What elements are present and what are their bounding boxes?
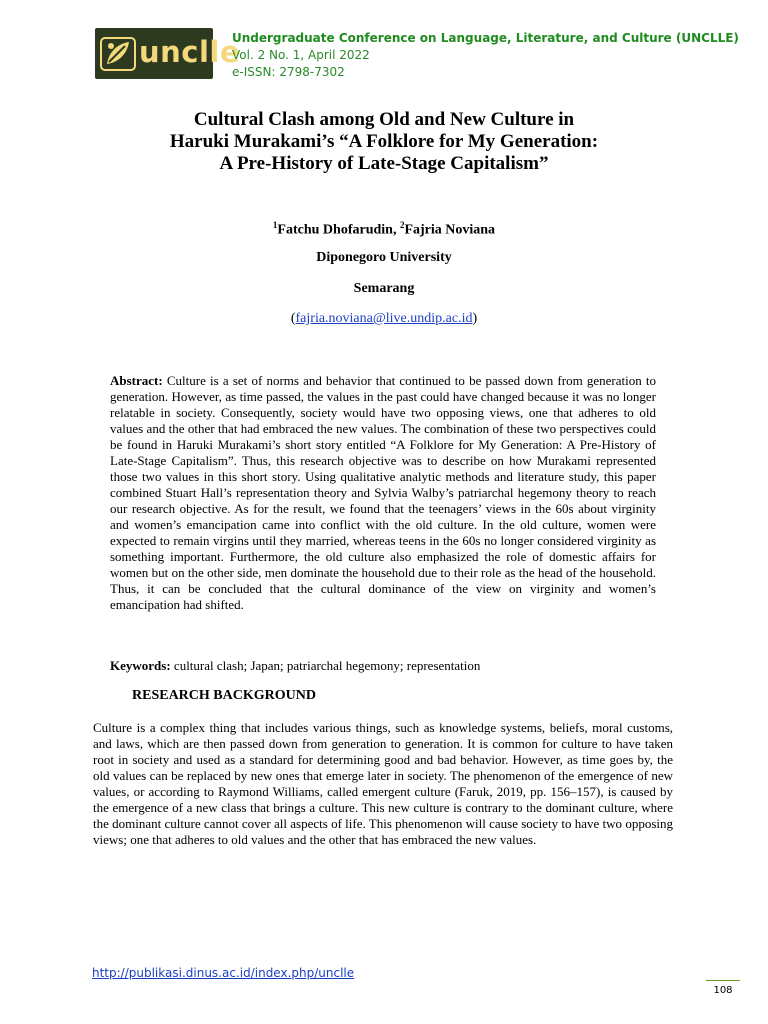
title-line-3: A Pre-History of Late-Stage Capitalism” [219, 153, 549, 174]
author2-name: Fajria Noviana [404, 222, 496, 238]
logo-wordmark: unclle [139, 35, 241, 69]
conference-title: Undergraduate Conference on Language, Literature, and Culture (UNCLLE) [232, 31, 739, 45]
body-paragraph: Culture is a complex thing that includes various things, such as knowledge systems, beliefs, moral customs, and laws, which are then passed down from generation to generation. It is common for culture to have taken root in society and used as a standard for determining good and bad behavior. However, as time goes by, the old values can be replaced by new ones that emerge later in society. The phenomenon of the emergence of new values, or according to Raymond Williams, called emergent culture (Faruk, 2019, pp. 156–157), is caused by the emergence of a new class that brings a culture. This new culture is contrary to the dominant culture, where the dominant culture cannot cover all aspects of life. This phenomenon will cause society to have two opposing views; one that adheres to old values and the other that has embraced the new values. [93, 720, 673, 847]
email-paren-close: ) [472, 311, 478, 326]
author2-affil: 2 [399, 220, 405, 230]
keywords-label: Keywords: [110, 658, 171, 673]
abstract-label: Abstract: [110, 373, 163, 388]
author1-name: Fatchu Dhofarudin, [277, 222, 400, 238]
email-paren-open: ( [290, 311, 296, 326]
authors [90, 220, 678, 239]
leaf-emblem-icon [99, 34, 137, 74]
conference-info [232, 30, 739, 81]
volume-info: Vol. 2 No. 1, April 2022 [232, 48, 370, 62]
email-line [90, 311, 678, 327]
footer-url-link[interactable]: http://publikasi.dinus.ac.id/index.php/unclle [92, 966, 355, 980]
email-link[interactable]: fajria.noviana@live.undip.ac.id [295, 311, 473, 326]
abstract-text: Culture is a set of norms and behavior that continued to be passed down from generation to generation. However, as time passed, the values in the past could have changed because it was no longer relatable in society. Consequently, society would have two opposing views, one that adheres to old values and the other that had embraced the new values. The combination of these two perspectives could be found in Haruki Murakami’s short story entitled “A Folklore for My Generation: A Pre-History of Late-Stage Capitalism”. Thus, this research objective was to describe on how Murakami represented those two values in this short story. Using qualitative analytic methods and literature study, this paper combined Stuart Hall’s representation theory and Sylvia Walby’s patriarchal hegemony theory to reach our research objective. As for the result, we found that the teenagers’ views in the 60s about virginity and women’s emancipation came into conflict with the old culture. In the old culture, women were expected to remain virgins until they married, whereas teens in the 60s no longer considered virginity as something important. Furthermore, the old culture also emphasized the role of domestic affairs for women but on the other side, men dominate the household due to their role as the head of the household. Thus, it can be concluded that the cultural dominance of the view on virginity and women’s emancipation had shifted. [110, 373, 656, 612]
page-number-rule [706, 980, 740, 981]
page-number: 108 [713, 985, 733, 996]
title-line-1: Cultural Clash among Old and New Culture in [193, 109, 575, 130]
title-line-2: Haruki Murakami’s “A Folklore for My Generation: [169, 131, 599, 152]
section-heading: RESEARCH BACKGROUND [132, 688, 316, 703]
keywords-text: cultural clash; Japan; patriarchal hegemony; representation [170, 658, 481, 673]
abstract [110, 373, 656, 613]
paper-title [90, 109, 678, 175]
university: Diponegoro University [316, 250, 452, 265]
city: Semarang [353, 281, 415, 296]
issn-info: e-ISSN: 2798-7302 [232, 65, 345, 79]
author1-affil: 1 [272, 220, 278, 230]
journal-logo [95, 28, 241, 79]
keywords [110, 658, 656, 674]
